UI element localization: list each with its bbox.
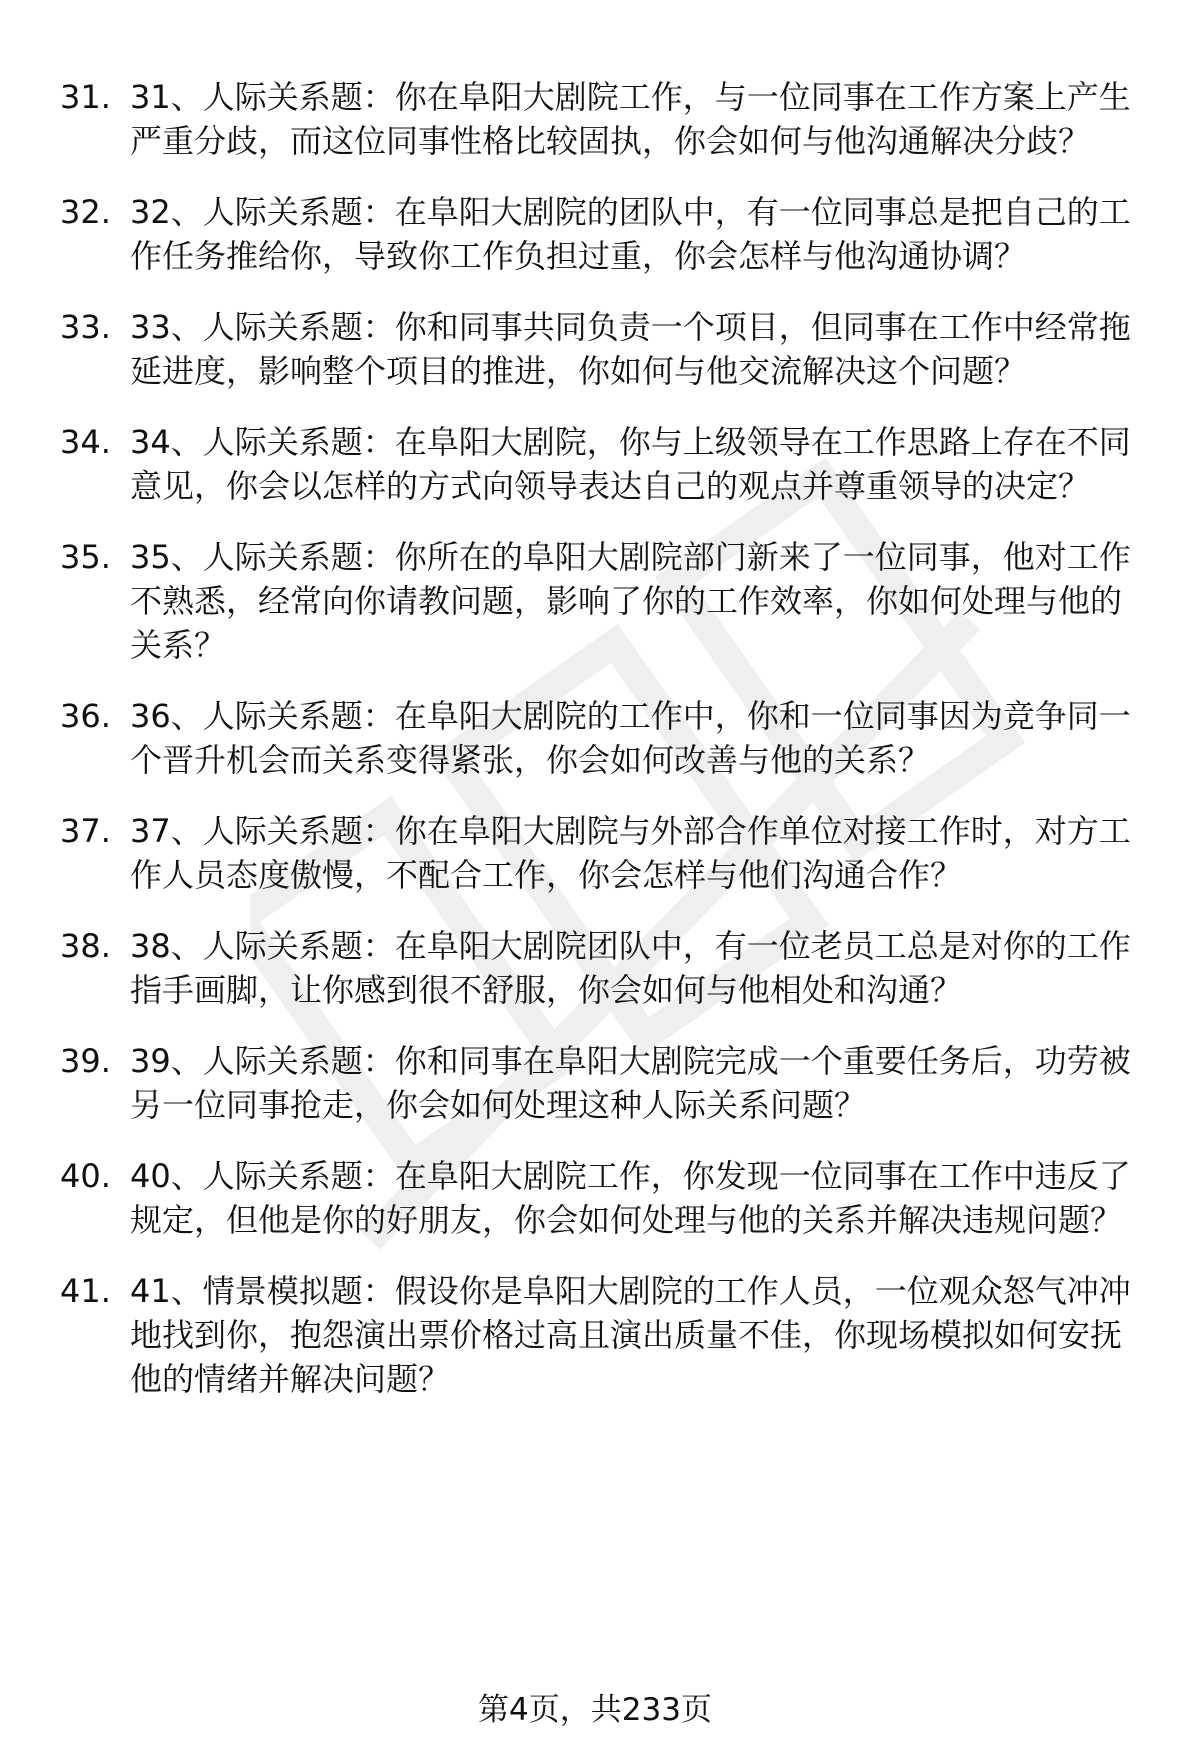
- list-item: [60, 305, 1150, 393]
- list-item: [60, 190, 1150, 278]
- question-text: 31、人际关系题：你在阜阳大剧院工作，与一位同事在工作方案上产生严重分歧，而这位同事性格比较固执，你会如何与他沟通解决分歧？: [130, 78, 1131, 160]
- list-item: [60, 420, 1150, 508]
- list-item: [60, 924, 1150, 1012]
- question-text: 41、情景模拟题：假设你是阜阳大剧院的工作人员，一位观众怒气冲冲地找到你，抱怨演出票价格过高且演出质量不佳，你现场模拟如何安抚他的情绪并解决问题？: [130, 1272, 1131, 1398]
- page-footer: 第4页，共233页: [478, 1692, 712, 1728]
- question-text: 38、人际关系题：在阜阳大剧院团队中，有一位老员工总是对你的工作指手画脚，让你感到很不舒服，你会如何与他相处和沟通？: [130, 927, 1131, 1009]
- question-number: 33.: [60, 308, 111, 346]
- question-text: 34、人际关系题：在阜阳大剧院，你与上级领导在工作思路上存在不同意见，你会以怎样的方式向领导表达自己的观点并尊重领导的决定？: [130, 423, 1131, 505]
- list-item: [60, 535, 1150, 667]
- list-item: [60, 1269, 1150, 1401]
- question-text: 36、人际关系题：在阜阳大剧院的工作中，你和一位同事因为竞争同一个晋升机会而关系变得紧张，你会如何改善与他的关系？: [130, 697, 1131, 779]
- question-text: 39、人际关系题：你和同事在阜阳大剧院完成一个重要任务后，功劳被另一位同事抢走，你会如何处理这种人际关系问题？: [130, 1042, 1131, 1124]
- question-text: 37、人际关系题：你在阜阳大剧院与外部合作单位对接工作时，对方工作人员态度傲慢，不配合工作，你会怎样与他们沟通合作？: [130, 812, 1131, 894]
- question-number: 37.: [60, 812, 111, 850]
- list-item: [60, 1039, 1150, 1127]
- question-number: 40.: [60, 1157, 111, 1195]
- question-text: 32、人际关系题：在阜阳大剧院的团队中，有一位同事总是把自己的工作任务推给你，导致你工作负担过重，你会怎样与他沟通协调？: [130, 193, 1131, 275]
- question-number: 41.: [60, 1272, 111, 1310]
- list-item: [60, 809, 1150, 897]
- list-item: [60, 75, 1150, 163]
- question-number: 39.: [60, 1042, 111, 1080]
- question-list: [60, 75, 1150, 1428]
- question-number: 38.: [60, 927, 111, 965]
- question-number: 34.: [60, 423, 111, 461]
- question-number: 31.: [60, 78, 111, 116]
- question-number: 32.: [60, 193, 111, 231]
- list-item: [60, 694, 1150, 782]
- question-number: 35.: [60, 538, 111, 576]
- question-text: 35、人际关系题：你所在的阜阳大剧院部门新来了一位同事，他对工作不熟悉，经常向你请教问题，影响了你的工作效率，你如何处理与他的关系？: [130, 538, 1131, 664]
- list-item: [60, 1154, 1150, 1242]
- question-text: 40、人际关系题：在阜阳大剧院工作，你发现一位同事在工作中违反了规定，但他是你的好朋友，你会如何处理与他的关系并解决违规问题？: [130, 1157, 1131, 1239]
- question-text: 33、人际关系题：你和同事共同负责一个项目，但同事在工作中经常拖延进度，影响整个项目的推进，你如何与他交流解决这个问题？: [130, 308, 1131, 390]
- question-number: 36.: [60, 697, 111, 735]
